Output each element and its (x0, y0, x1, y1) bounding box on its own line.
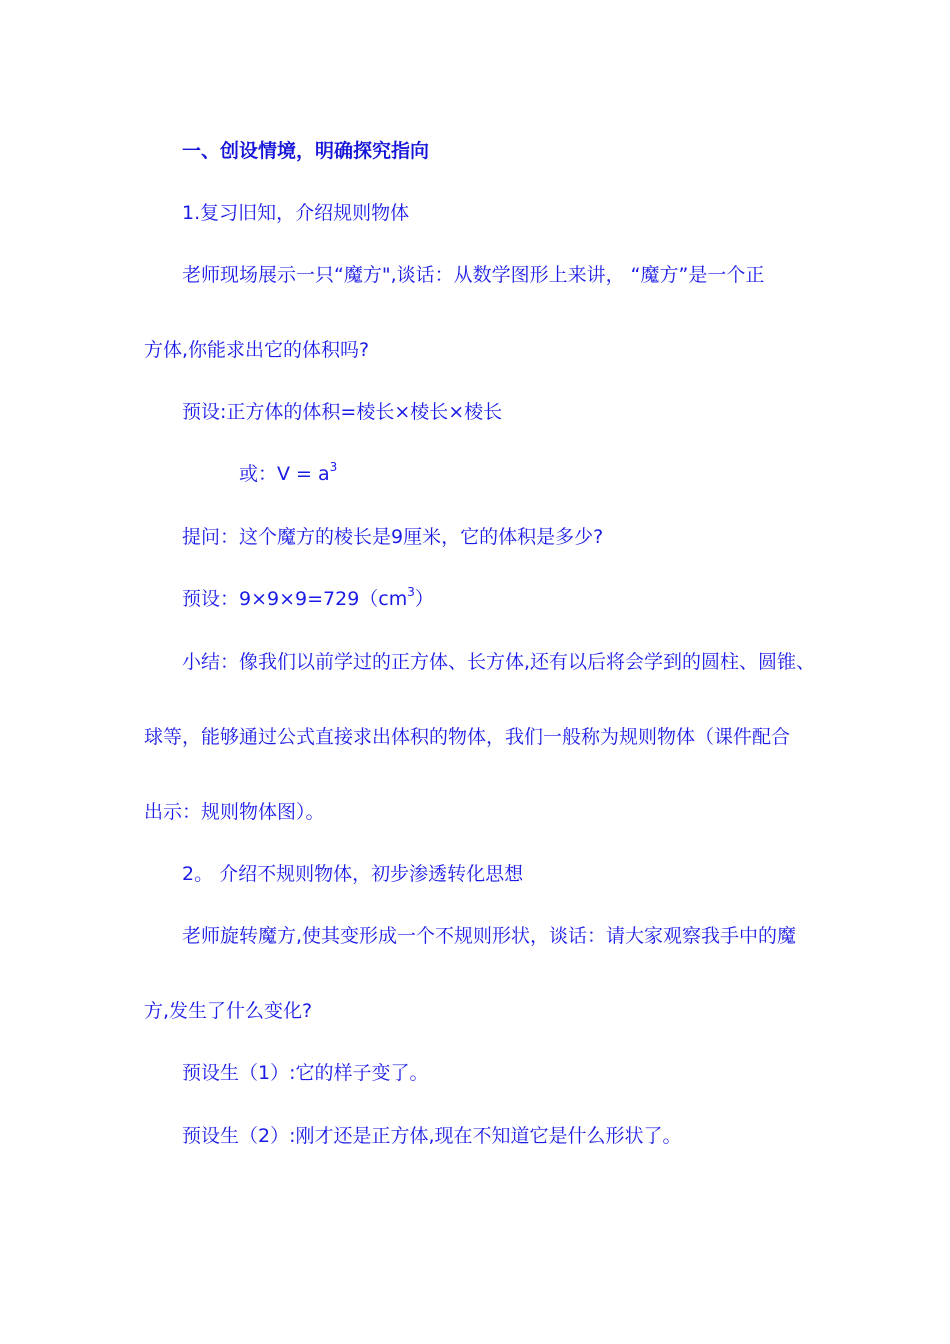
answer-suffix: ） (414, 588, 434, 610)
summary-line-1: 小结：像我们以前学过的正方体、长方体,还有以后将会学到的圆柱、圆锥、 (182, 651, 816, 673)
paragraph-rotate-line-2: 方,发生了什么变化? (144, 1000, 313, 1022)
formula-exponent: 3 (329, 459, 338, 474)
preset-student-2: 预设生（2）:刚才还是正方体,现在不知道它是什么形状了。 (182, 1125, 682, 1147)
answer-text: 预设：9×9×9=729（cm (182, 588, 408, 610)
formula-text: 或：V = a (239, 463, 330, 485)
question: 提问：这个魔方的棱长是9厘米，它的体积是多少? (182, 526, 604, 548)
preset-formula: 预设:正方体的体积=棱长×棱长×棱长 (182, 401, 503, 423)
summary-line-3: 出示：规则物体图）。 (144, 801, 325, 823)
section-heading: 一、创设情境，明确探究指向 (182, 140, 430, 162)
summary-line-2: 球等，能够通过公式直接求出体积的物体，我们一般称为规则物体（课件配合 (144, 726, 791, 748)
subsection-title-2: 2。 介绍不规则物体，初步渗透转化思想 (182, 863, 524, 885)
answer-exponent: 3 (407, 584, 415, 599)
paragraph-intro-line-2: 方体,你能求出它的体积吗? (144, 339, 370, 361)
paragraph-intro-line-1: 老师现场展示一只“魔方",谈话：从数学图形上来讲， “魔方”是一个正 (182, 264, 765, 286)
preset-student-1: 预设生（1）:它的样子变了。 (182, 1062, 429, 1084)
formula-alternative (239, 459, 338, 486)
preset-answer (182, 584, 434, 611)
subsection-title-1: 1.复习旧知，介绍规则物体 (182, 202, 410, 224)
paragraph-rotate-line-1: 老师旋转魔方,使其变形成一个不规则形状，谈话：请大家观察我手中的魔 (182, 925, 797, 947)
